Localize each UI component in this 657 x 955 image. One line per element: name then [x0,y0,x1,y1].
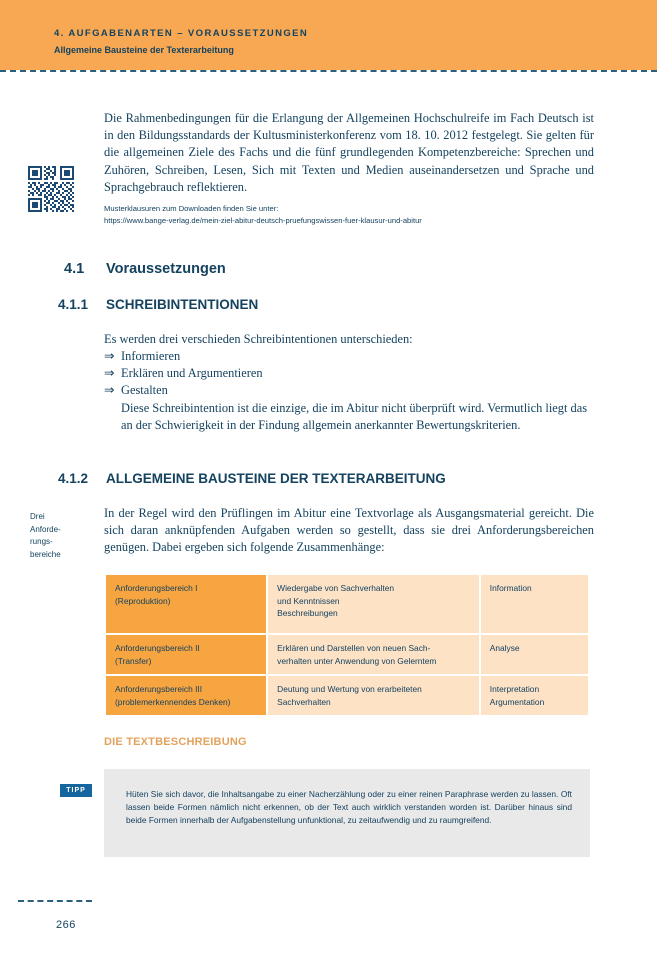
section-4-1-2-paragraph: In der Regel wird den Prüflingen im Abitur eine Textvorlage als Ausgangsmaterial gereicht. Die sich daran anknüpfenden Aufgaben werden so gestellt, dass sie drei Anforderungsbereichen genügen. Dabei ergeben sich folgende Zusammenhänge: [104,506,594,555]
gestalten-note: Diese Schreibintention ist die einzige, die im Abitur nicht überprüft wird. Vermutlich liegt das an der Schwierigkeit in der Findung allgemein anerkannter Bewertungskriterien. [121,400,588,432]
list-item [104,365,594,382]
heading-4-1-1-number: 4.1.1 [58,297,89,312]
table-row [106,635,588,674]
margin-note-line: Drei [30,512,45,521]
download-note-url[interactable]: https://www.bange-verlag.de/mein-ziel-abitur-deutsch-pruefungswissen-fuer-klausur-und-abitur [104,215,422,225]
table-cell-description [268,575,479,633]
list-item-label: Gestalten [121,383,168,398]
margin-note-line: rungs- [30,537,53,547]
arrow-right-icon: ⇒ [104,366,115,381]
schreibintentionen-list [104,348,594,434]
schreibintentionen-intro: Es werden drei verschieden Schreibintentionen unterschieden: [104,332,413,346]
header-dashed-rule [0,70,657,72]
table-row [106,575,588,633]
margin-note-line: bereiche [30,549,61,559]
table-cell-area [106,676,266,715]
table-cell-label [481,575,588,633]
cell-line: und Kenntnissen [277,595,340,606]
intro-paragraph: Die Rahmenbedingungen für die Erlangung der Allgemeinen Hochschulreife im Fach Deutsch ist in den Bildungsstandards der Kultusministerkonferenz vom 18. 10. 2012 festgelegt. Sie gelten für die allgemeinen Ziele des Fachs und die fünf grundlegenden Kompetenzbereiche: Sprechen und Zuhören, Schreiben, Lesen, Sich mit Texten und Medien auseinandersetzen und Sprache und Sprachgebrauch reflektieren. [104,111,594,194]
cell-line: Beschreibungen [277,608,338,619]
list-item-label: Erklären und Argumentieren [121,366,263,381]
intro-download-note [104,203,594,226]
arrow-right-icon: ⇒ [104,383,115,398]
table-cell-area [106,635,266,674]
page-number: 266 [56,919,76,931]
heading-4-1-number: 4.1 [64,261,85,277]
table-cell-area [106,575,266,633]
heading-4-1-2 [58,471,446,486]
table-cell-description [268,676,479,715]
heading-4-1-title: Voraussetzungen [106,261,226,277]
cell-line: Argumentation [489,696,545,707]
anforderungsbereiche-table [104,573,590,717]
cell-line: Anforderungsbereich II [115,643,200,653]
cell-line: Sachverhalten [277,696,331,707]
list-item [104,382,594,399]
tipp-badge: TIPP [60,784,92,797]
list-item [104,348,594,365]
cell-line: Analyse [489,643,520,653]
cell-line: Erklären und Darstellen von neuen Sach- [277,643,431,653]
table-cell-label [481,635,588,674]
list-item-label: Informieren [121,349,181,363]
heading-4-1-1 [58,297,258,312]
heading-4-1-2-title: ALLGEMEINE BAUSTEINE DER TEXTERARBEITUNG [106,471,446,486]
page-header-title: 4. AUFGABENARTEN – VORAUSSETZUNGEN [54,28,309,39]
tipp-text: Hüten Sie sich davor, die Inhaltsangabe zu einer Nacherzählung oder zu einer reinen Paraphrase werden zu lassen. Oft lassen beide Formen nämlich nicht erkennen, ob der Text auch wirklich verstanden worden ist. Darüber hinaus sind beide Formen innerhalb der Aufgabenstellung unfunktional, zu zeitaufwendig und zu raumgreifend. [126,789,572,826]
cell-line: (Reproduktion) [115,595,171,606]
cell-line: (Transfer) [115,655,152,666]
margin-note-line: Anforde- [30,524,61,534]
cell-line: Wiedergabe von Sachverhalten [277,583,395,593]
cell-line: (problemerkennendes Denken) [115,696,231,707]
heading-4-1-2-number: 4.1.2 [58,471,89,486]
cell-line: Anforderungsbereich I [115,583,198,593]
page-header-subtitle: Allgemeine Bausteine der Texterarbeitung [54,45,234,55]
heading-4-1 [64,261,226,277]
cell-line: verhalten unter Anwendung von Gelerntem [277,655,437,666]
textbeschreibung-heading: DIE TEXTBESCHREIBUNG [104,736,247,748]
heading-4-1-1-title: SCHREIBINTENTIONEN [106,297,259,312]
table-row [106,676,588,715]
margin-note [30,511,88,561]
cell-line: Deutung und Wertung von erarbeiteten [277,684,422,695]
cell-line: Anforderungsbereich III [115,684,203,695]
cell-line: Information [489,583,532,593]
qr-code-icon[interactable] [28,166,74,212]
cell-line: Interpretation [489,684,540,695]
footer-dashed-rule [18,900,92,902]
table-cell-description [268,635,479,674]
download-note-label: Musterklausuren zum Downloaden finden Sie unter: [104,204,279,213]
arrow-right-icon: ⇒ [104,349,115,363]
table-cell-label [481,676,588,715]
